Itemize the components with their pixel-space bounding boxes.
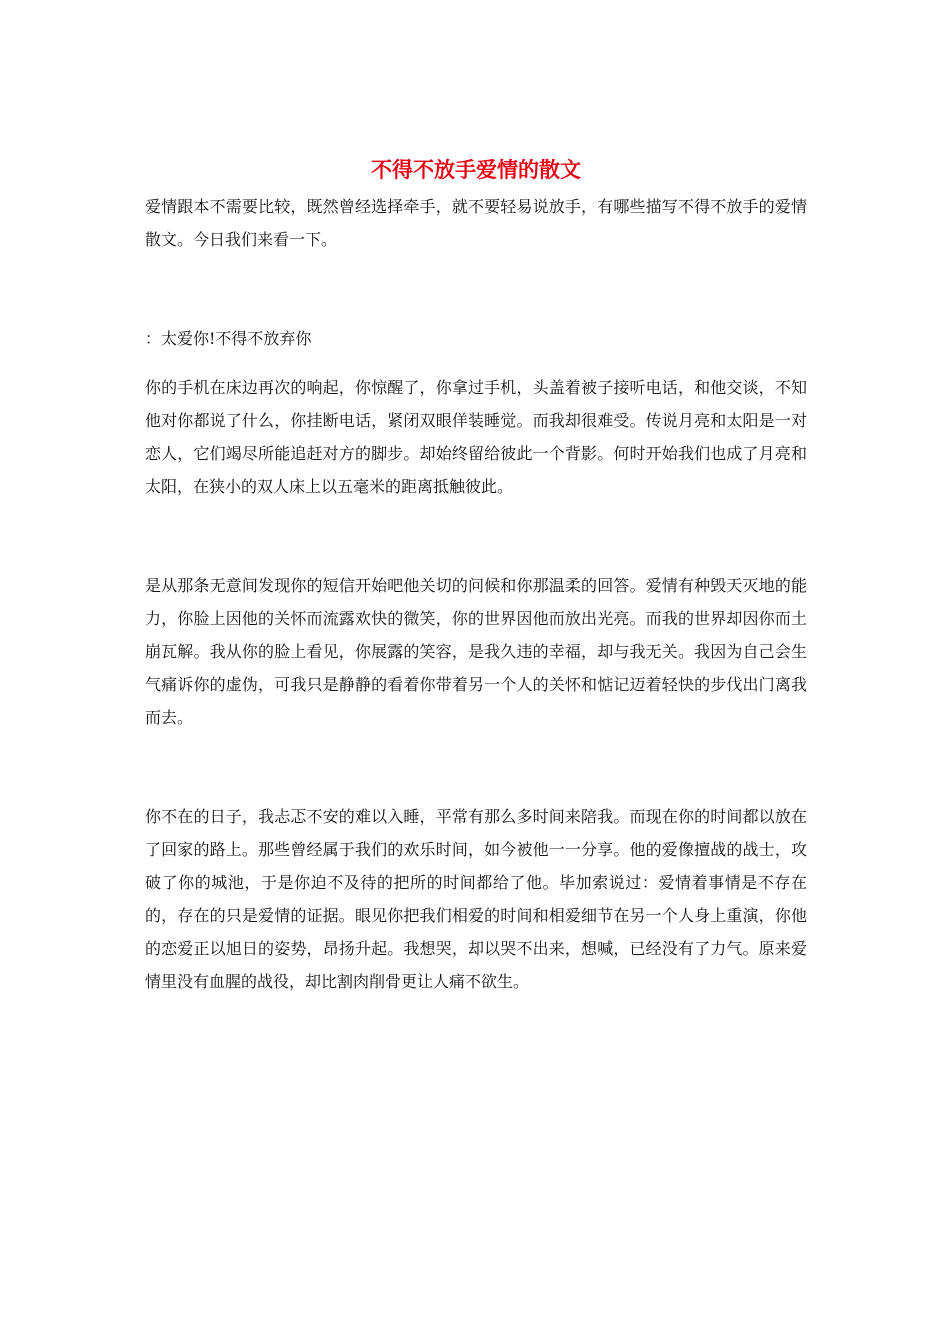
article-body xyxy=(145,150,807,998)
body-paragraph-1: 你的手机在床边再次的响起，你惊醒了，你拿过手机，头盖着被子接听电话，和他交谈，不知他对你都说了什么，你挂断电话，紧闭双眼佯装睡觉。而我却很难受。传说月亮和太阳是一对恋人，它们竭尽所能追赶对方的脚步。却始终留给彼此一个背影。何时开始我们也成了月亮和太阳，在狭小的双人床上以五毫米的距离抵触彼此。 xyxy=(145,378,807,496)
intro-paragraph: 爱情跟本不需要比较，既然曾经选择牵手，就不要轻易说放手，有哪些描写不得不放手的爱情散文。今日我们来看一下。 xyxy=(145,197,807,249)
article-title: 不得不放手爱情的散文 xyxy=(371,157,581,182)
section-subtitle: ：太爱你!不得不放弃你 xyxy=(145,329,312,348)
spacer xyxy=(145,355,807,371)
spacer xyxy=(145,256,807,322)
body-paragraph-3: 你不在的日子，我忐忑不安的难以入睡，平常有那么多时间来陪我。而现在你的时间都以放在了回家的路上。那些曾经属于我们的欢乐时间，如今被他一一分享。他的爱像擅战的战士，攻破了你的城池，于是你迫不及待的把所的时间都给了他。毕加索说过：爱情着事情是不存在的，存在的只是爱情的证据。眼见你把我们相爱的时间和相爱细节在另一个人身上重演，你他的恋爱正以旭日的姿势，昂扬升起。我想哭，却以哭不出来，想喊，已经没有了力气。原来爱情里没有血腥的战役，却比割肉削骨更让人痛不欲生。 xyxy=(145,807,807,991)
spacer xyxy=(145,503,807,569)
body-paragraph-2: 是从那条无意间发现你的短信开始吧他关切的问候和你那温柔的回答。爱情有种毁天灭地的能力，你脸上因他的关怀而流露欢快的微笑，你的世界因他而放出光亮。而我的世界却因你而土崩瓦解。我从你的脸上看见，你展露的笑容，是我久违的幸福，却与我无关。我因为自己会生气痛诉你的虚伪，可我只是静静的看着你带着另一个人的关怀和惦记迈着轻快的步伐出门离我而去。 xyxy=(145,576,807,727)
spacer xyxy=(145,734,807,800)
